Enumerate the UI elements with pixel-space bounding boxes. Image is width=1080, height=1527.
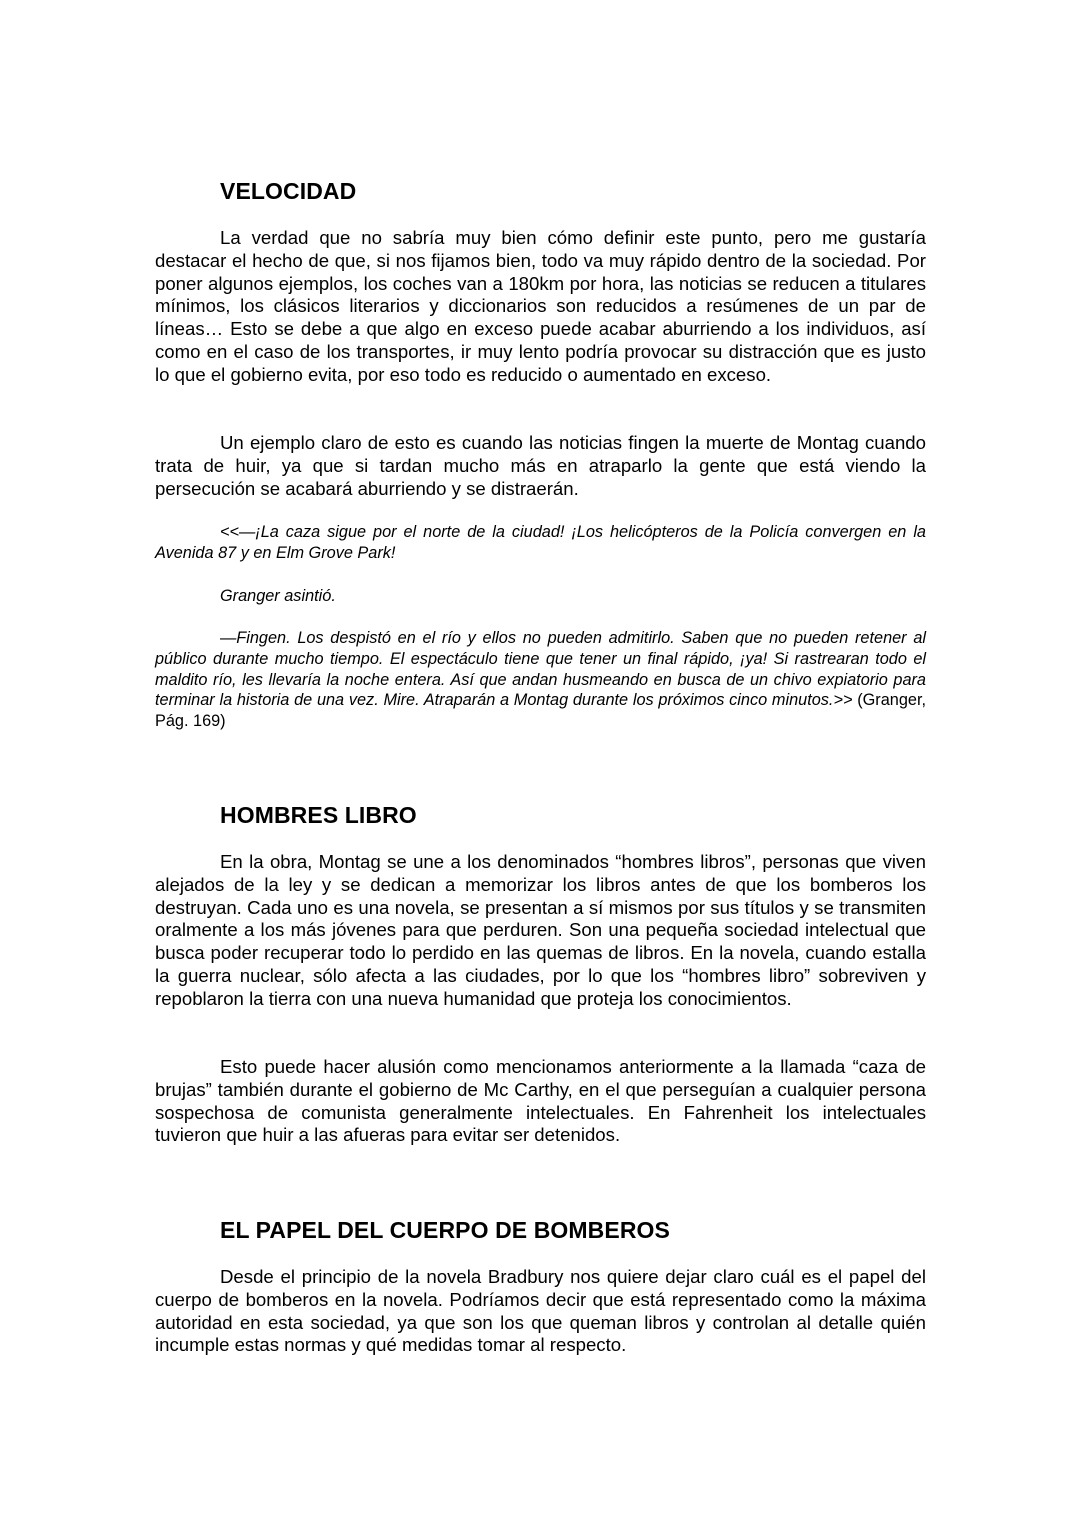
quote-line-1 — [155, 522, 926, 564]
quote-text: Granger asintió. — [220, 587, 336, 605]
quote-text: <<—¡La caza sigue por el norte de la ciudad! ¡Los helicópteros de la Policía convergen en la Avenida 87 y en Elm Grove Park! — [155, 523, 926, 562]
quote-text: —Fingen. Los despistó en el río y ellos no pueden admitirlo. Saben que no pueden retener al público durante mucho tiempo. El espectáculo tiene que tener un final rápido, ¡ya! Si rastrearan todo el maldito río, les llevaría la noche entera. Así que andan husmeando en busca de un chivo expiatorio para terminar la historia de una vez. Mire. Atraparán a Montag durante los próximos cinco minutos.>> — [155, 629, 926, 710]
paragraph-hombres-libro-1: En la obra, Montag se une a los denominados “hombres libros”, personas que viven alejados de la ley y se dedican a memorizar los libros antes de que los bomberos los destruyan. Cada uno es una novela, se presentan a sí mismos por sus títulos y se transmiten oralmente a los más jóvenes para que perduren. Son una pequeña sociedad intelectual que busca poder recuperar todo lo perdido en las quemas de libros. En la novela, cuando estalla la guerra nuclear, sólo afecta a las ciudades, por lo que los “hombres libro” sobreviven y repoblaron la tierra con una nueva humanidad que proteja los conocimientos. — [155, 851, 926, 1009]
paragraph-velocidad-1: La verdad que no sabría muy bien cómo definir este punto, pero me gustaría destacar el hecho de que, si nos fijamos bien, todo va muy rápido dentro de la sociedad. Por poner algunos ejemplos, los coches van a 180km por hora, las noticias se reducen a titulares mínimos, los clásicos literarios y diccionarios son reducidos a resúmenes de un par de líneas… Esto se debe a que algo en exceso puede acabar aburriendo a los individuos, así como en el caso de los transportes, ir muy lento podría provocar su distracción que es justo lo que el gobierno evita, por eso todo es reducido o aumentado en exceso. — [155, 227, 926, 385]
paragraph-hombres-libro-2: Esto puede hacer alusión como mencionamos anteriormente a la llamada “caza de brujas” también durante el gobierno de Mc Carthy, en el que perseguían a cualquier persona sospechosa de comunista generalmente intelectuales. En Fahrenheit los intelectuales tuvieron que huir a las afueras para evitar ser detenidos. — [155, 1056, 926, 1146]
quote-citation: (Granger, Pág. 169) — [155, 691, 926, 731]
section-heading-velocidad: VELOCIDAD — [220, 178, 357, 204]
paragraph-bomberos-1: Desde el principio de la novela Bradbury nos quiere dejar claro cuál es el papel del cuerpo de bomberos en la novela. Podríamos decir que está representado como la máxima autoridad en esta sociedad, ya que son los que queman libros y controlan al detalle quién incumple estas normas y qué medidas tomar al respecto. — [155, 1266, 926, 1356]
section-heading-hombres-libro: HOMBRES LIBRO — [220, 802, 417, 828]
section-heading-bomberos: EL PAPEL DEL CUERPO DE BOMBEROS — [220, 1217, 670, 1243]
quote-line-2 — [155, 586, 926, 607]
paragraph-velocidad-2: Un ejemplo claro de esto es cuando las noticias fingen la muerte de Montag cuando trata de huir, ya que si tardan mucho más en atraparlo la gente que está viendo la persecución se acabará aburriendo y se distraerán. — [155, 432, 926, 499]
quote-line-3 — [155, 628, 926, 732]
